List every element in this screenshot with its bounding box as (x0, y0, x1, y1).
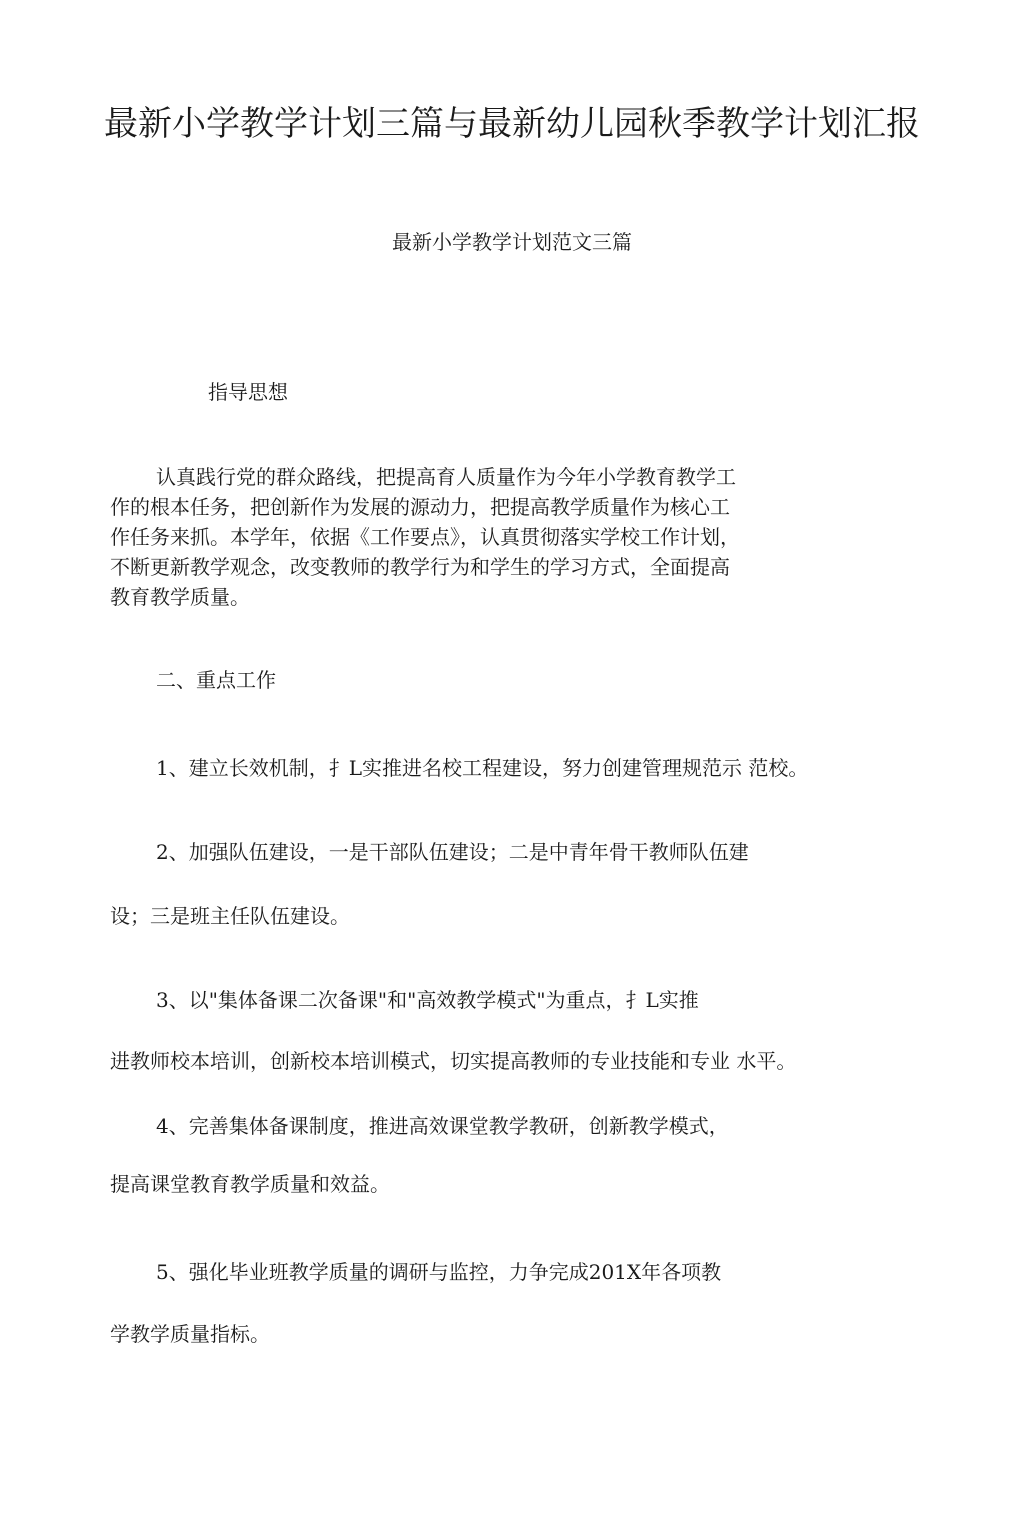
list-item-line: 提高课堂教育教学质量和效益。 (110, 1172, 390, 1196)
paragraph-line: 不断更新教学观念，改变教师的教学行为和学生的学习方式，全面提高 (110, 555, 730, 579)
list-item-line: 学教学质量指标。 (110, 1322, 270, 1346)
list-item-line: 1、建立长效机制，扌L实推进名校工程建设，努力创建管理规范示 范校。 (156, 756, 809, 780)
list-item-line: 5、强化毕业班教学质量的调研与监控，力争完成201X年各项教 (156, 1260, 722, 1284)
list-item-line: 4、完善集体备课制度，推进高效课堂教学教研，创新教学模式， (156, 1114, 729, 1138)
section-heading-guiding-thought: 指导思想 (208, 380, 288, 404)
list-item-line: 2、加强队伍建设，一是干部队伍建设；二是中青年骨干教师队伍建 (156, 840, 749, 864)
section-heading-key-work: 二、重点工作 (156, 668, 276, 692)
paragraph-line: 作任务来抓。本学年，依据《工作要点》，认真贯彻落实学校工作计划， (110, 525, 740, 549)
paragraph-line: 作的根本任务，把创新作为发展的源动力，把提高教学质量作为核心工 (110, 495, 730, 519)
list-item-line: 设；三是班主任队伍建设。 (110, 904, 350, 928)
document-title: 最新小学教学计划三篇与最新幼儿园秋季教学计划汇报 (104, 104, 920, 144)
paragraph-line: 教育教学质量。 (110, 585, 250, 609)
paragraph-line: 认真践行党的群众路线，把提高育人质量作为今年小学教育教学工 (156, 465, 736, 489)
document-subtitle: 最新小学教学计划范文三篇 (392, 230, 632, 254)
list-item-line: 3、以"集体备课二次备课"和"高效教学模式"为重点，扌L实推 (156, 988, 699, 1012)
list-item-line: 进教师校本培训，创新校本培训模式，切实提高教师的专业技能和专业 水平。 (110, 1049, 797, 1073)
